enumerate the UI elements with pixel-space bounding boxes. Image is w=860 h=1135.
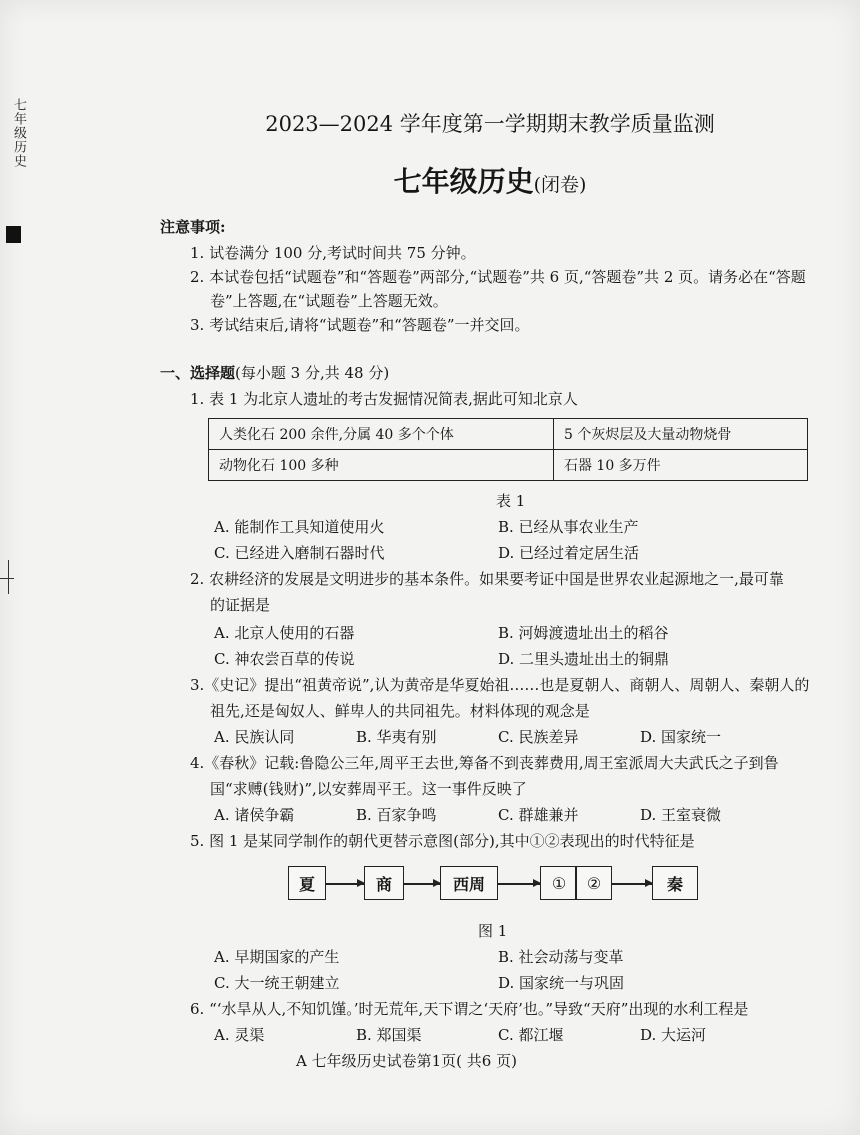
option-a: A. 诸侯争霸	[214, 806, 295, 824]
option-d: D. 国家统一与巩固	[498, 974, 625, 992]
table-cell: 5 个灰烬层及大量动物烧骨	[553, 419, 807, 450]
option-c: C. 已经进入磨制石器时代	[214, 544, 385, 562]
section-heading	[160, 362, 389, 384]
page-footer: A 七年级历史试卷第1页( 共6 页)	[296, 1052, 517, 1070]
arrow-icon	[404, 883, 440, 885]
q3-stem: 3.《史记》提出“祖黄帝说”,认为黄帝是华夏始祖……也是夏朝人、商朝人、周朝人、秦朝人的	[190, 676, 810, 694]
option-a: A. 能制作工具知道使用火	[214, 518, 385, 536]
q2-stem: 2. 农耕经济的发展是文明进步的基本条件。如果要考证中国是世界农业起源地之一,最可靠	[190, 570, 784, 588]
q1-table	[208, 418, 808, 481]
side-margin-label: 七年级历史	[11, 98, 26, 168]
flow-box-qin: 秦	[652, 866, 698, 900]
option-a: A. 早期国家的产生	[214, 948, 340, 966]
section-title: 一、选择题	[160, 364, 236, 382]
blank-divider	[575, 866, 577, 900]
subject-name: 七年级历史	[393, 165, 534, 198]
binding-mark	[6, 226, 21, 243]
option-b: B. 郑国渠	[356, 1026, 422, 1044]
blank-1: ①	[551, 873, 567, 893]
fold-tick-vertical	[8, 560, 9, 594]
table-row	[209, 450, 808, 481]
q2-stem-cont: 的证据是	[210, 596, 271, 614]
option-b: B. 华夷有别	[356, 728, 437, 746]
section-note: (每小题 3 分,共 48 分)	[235, 364, 390, 382]
q5-stem: 5. 图 1 是某同学制作的朝代更替示意图(部分),其中①②表现出的时代特征是	[190, 832, 695, 850]
option-d: D. 二里头遗址出土的铜鼎	[498, 650, 670, 668]
table-cell: 动物化石 100 多种	[209, 450, 554, 481]
table-caption: 表 1	[496, 492, 526, 510]
option-c: C. 神农尝百草的传说	[214, 650, 355, 668]
option-c: C. 民族差异	[498, 728, 579, 746]
flow-box-shang: 商	[364, 866, 404, 900]
table-cell: 石器 10 多万件	[553, 450, 807, 481]
option-c: C. 都江堰	[498, 1026, 564, 1044]
blank-2: ②	[586, 873, 602, 893]
option-b: B. 社会动荡与变革	[498, 948, 624, 966]
q1-stem: 1. 表 1 为北京人遗址的考古发掘情况简表,据此可知北京人	[190, 390, 578, 408]
note-item: 2. 本试卷包括“试题卷”和“答题卷”两部分,“试题卷”共 6 页,“答题卷”共 2 页。请务必在“答题	[190, 268, 806, 286]
option-d: D. 已经过着定居生活	[498, 544, 640, 562]
q4-stem: 4.《春秋》记载:鲁隐公三年,周平王去世,筹备不到丧葬费用,周王室派周大夫武氏之子到鲁	[190, 754, 779, 772]
table-row	[209, 419, 808, 450]
arrow-icon	[326, 883, 364, 885]
q3-stem-cont: 祖先,还是匈奴人、鲜卑人的共同祖先。材料体现的观念是	[210, 702, 590, 720]
option-a: A. 灵渠	[214, 1026, 265, 1044]
note-item: 3. 考试结束后,请将“试题卷”和“答题卷”一并交回。	[190, 316, 530, 334]
flow-box-xizhou: 西周	[440, 866, 498, 900]
note-item: 1. 试卷满分 100 分,考试时间共 75 分钟。	[190, 244, 476, 262]
option-a: A. 民族认同	[214, 728, 295, 746]
fold-tick	[0, 578, 14, 579]
option-d: D. 王室衰微	[640, 806, 722, 824]
table-cell: 人类化石 200 余件,分属 40 多个个体	[209, 419, 554, 450]
q4-stem-cont: 国“求赙(钱财)”,以安葬周平王。这一事件反映了	[210, 780, 527, 798]
arrow-icon	[498, 883, 540, 885]
flow-box-xia: 夏	[288, 866, 326, 900]
exam-title: 2023—2024 学年度第一学期期末教学质量监测	[265, 112, 715, 136]
option-b: B. 河姆渡遗址出土的稻谷	[498, 624, 669, 642]
option-d: D. 国家统一	[640, 728, 722, 746]
arrow-icon	[612, 883, 652, 885]
subject-note: (闭卷)	[533, 174, 587, 196]
option-c: C. 群雄兼并	[498, 806, 579, 824]
figure-caption: 图 1	[478, 922, 508, 940]
q6-stem: 6. “‘水旱从人,不知饥馑。’时无荒年,天下谓之‘天府’也。”导致“天府”出现的水利工程是	[190, 1000, 749, 1018]
option-a: A. 北京人使用的石器	[214, 624, 355, 642]
option-d: D. 大运河	[640, 1026, 707, 1044]
exam-subject	[0, 160, 860, 200]
option-c: C. 大一统王朝建立	[214, 974, 340, 992]
notes-heading: 注意事项:	[160, 218, 226, 236]
option-b: B. 已经从事农业生产	[498, 518, 639, 536]
option-b: B. 百家争鸣	[356, 806, 437, 824]
note-item: 卷”上答题,在“试题卷”上答题无效。	[210, 292, 448, 310]
